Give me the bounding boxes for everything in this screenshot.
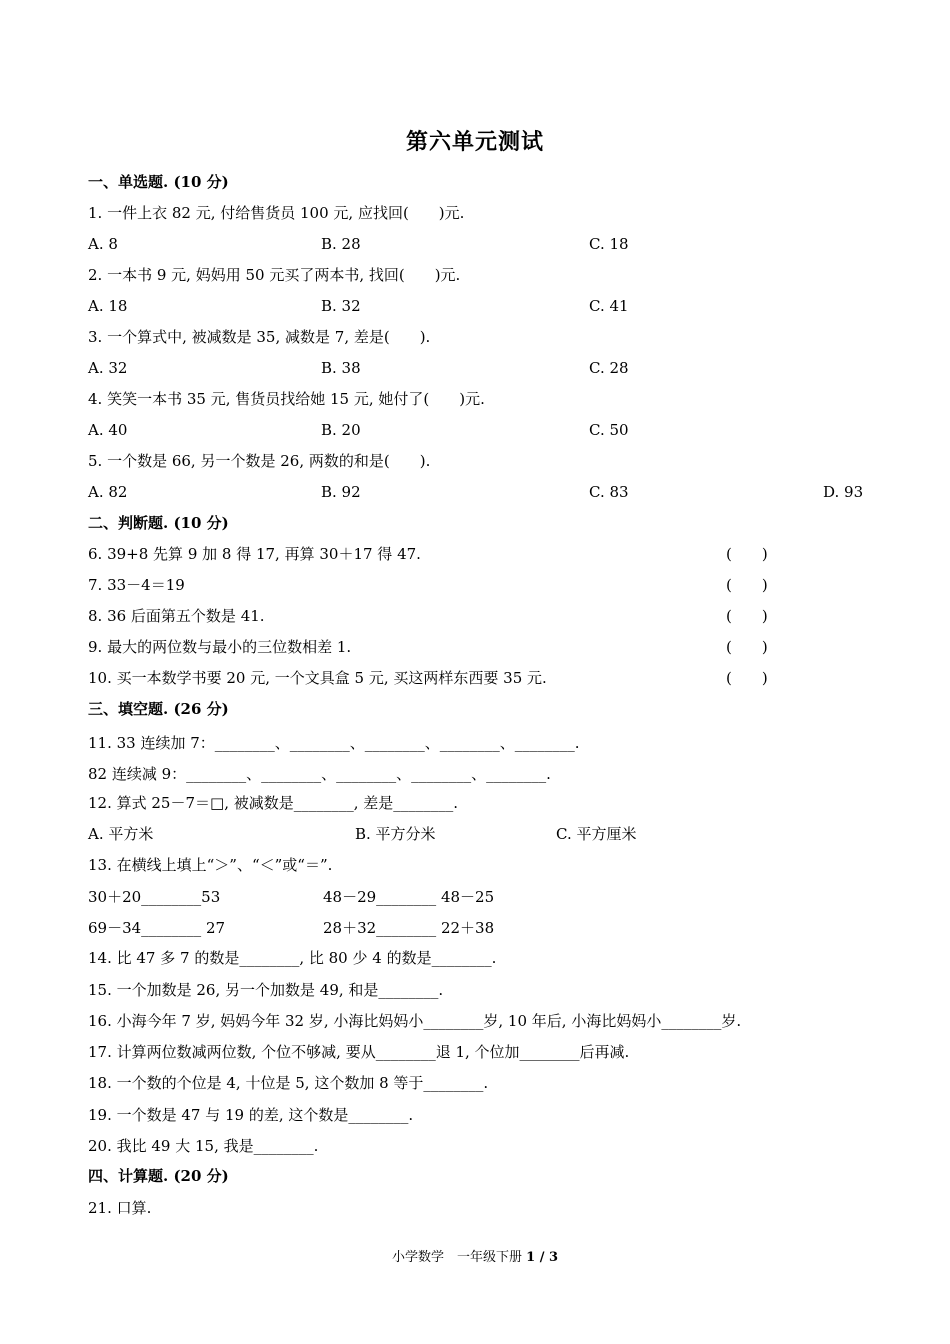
footer-subject: 小学数学 一年级下册 bbox=[391, 1250, 522, 1265]
q2-option-b: B. 32 bbox=[321, 297, 361, 315]
q13-compare-3: 69－34________ 27 bbox=[88, 919, 226, 937]
q13-compare-4: 28＋32________ 22＋38 bbox=[323, 919, 495, 937]
q3-option-c: C. 28 bbox=[589, 359, 629, 377]
section-heading-true-false: 二、判断题. (10 分) bbox=[88, 514, 229, 532]
q2-option-c: C. 41 bbox=[589, 297, 629, 315]
question-21: 21. 口算. bbox=[88, 1199, 152, 1217]
answer-parentheses: ( ) bbox=[726, 607, 768, 625]
page-title: 第六单元测试 bbox=[405, 129, 544, 155]
section-heading-fill-in: 三、填空题. (26 分) bbox=[88, 700, 229, 718]
question-13: 13. 在横线上填上“＞”、“＜”或“＝”. bbox=[88, 856, 333, 874]
q13-compare-2: 48－29________ 48－25 bbox=[323, 888, 495, 906]
page-footer bbox=[0, 1246, 950, 1265]
question-7: 7. 33－4＝19 bbox=[88, 576, 185, 594]
q2-option-a: A. 18 bbox=[88, 297, 128, 315]
q3-option-b: B. 38 bbox=[321, 359, 361, 377]
section-heading-single-choice: 一、单选题. (10 分) bbox=[88, 173, 229, 191]
question-4: 4. 笑笑一本书 35 元, 售货员找给她 15 元, 她付了( )元. bbox=[88, 390, 485, 408]
question-19: 19. 一个数是 47 与 19 的差, 这个数是________. bbox=[88, 1106, 414, 1124]
question-2: 2. 一本书 9 元, 妈妈用 50 元买了两本书, 找回( )元. bbox=[88, 266, 461, 284]
q5-option-d: D. 93 bbox=[823, 483, 864, 501]
q1-option-a: A. 8 bbox=[88, 235, 118, 253]
answer-parentheses: ( ) bbox=[726, 638, 768, 656]
question-9: 9. 最大的两位数与最小的三位数相差 1. bbox=[88, 638, 352, 656]
question-5: 5. 一个数是 66, 另一个数是 26, 两数的和是( ). bbox=[88, 452, 431, 470]
question-1: 1. 一件上衣 82 元, 付给售货员 100 元, 应找回( )元. bbox=[88, 204, 465, 222]
answer-parentheses: ( ) bbox=[726, 576, 768, 594]
question-14: 14. 比 47 多 7 的数是________, 比 80 少 4 的数是________. bbox=[88, 949, 497, 967]
answer-parentheses: ( ) bbox=[726, 669, 768, 687]
question-3: 3. 一个算式中, 被减数是 35, 减数是 7, 差是( ). bbox=[88, 328, 431, 346]
q5-option-c: C. 83 bbox=[589, 483, 629, 501]
question-15: 15. 一个加数是 26, 另一个加数是 49, 和是________. bbox=[88, 981, 444, 999]
q12-option-c: C. 平方厘米 bbox=[556, 825, 637, 843]
question-11-part-1: 11. 33 连续加 7：________、________、________、________、________. bbox=[88, 734, 580, 752]
question-6: 6. 39+8 先算 9 加 8 得 17, 再算 30＋17 得 47. bbox=[88, 545, 421, 563]
question-18: 18. 一个数的个位是 4, 十位是 5, 这个数加 8 等于________. bbox=[88, 1074, 489, 1092]
section-heading-calculation: 四、计算题. (20 分) bbox=[88, 1167, 229, 1185]
q5-option-b: B. 92 bbox=[321, 483, 361, 501]
question-12: 12. 算式 25－7＝□, 被减数是________, 差是________. bbox=[88, 794, 459, 812]
question-11-part-2: 82 连续减 9：________、________、________、________、________. bbox=[88, 765, 551, 783]
question-16: 16. 小海今年 7 岁, 妈妈今年 32 岁, 小海比妈妈小________岁, 10 年后, 小海比妈妈小________岁. bbox=[88, 1012, 742, 1030]
q4-option-b: B. 20 bbox=[321, 421, 361, 439]
q3-option-a: A. 32 bbox=[88, 359, 128, 377]
q5-option-a: A. 82 bbox=[88, 483, 128, 501]
q4-option-a: A. 40 bbox=[88, 421, 128, 439]
q12-option-b: B. 平方分米 bbox=[355, 825, 436, 843]
q1-option-b: B. 28 bbox=[321, 235, 361, 253]
q12-option-a: A. 平方米 bbox=[88, 825, 154, 843]
question-10: 10. 买一本数学书要 20 元, 一个文具盒 5 元, 买这两样东西要 35 元. bbox=[88, 669, 547, 687]
answer-parentheses: ( ) bbox=[726, 545, 768, 563]
question-20: 20. 我比 49 大 15, 我是________. bbox=[88, 1137, 319, 1155]
q1-option-c: C. 18 bbox=[589, 235, 629, 253]
question-17: 17. 计算两位数减两位数, 个位不够减, 要从________退 1, 个位加________后再减. bbox=[88, 1043, 630, 1061]
q13-compare-1: 30＋20________53 bbox=[88, 888, 221, 906]
q4-option-c: C. 50 bbox=[589, 421, 629, 439]
question-8: 8. 36 后面第五个数是 41. bbox=[88, 607, 265, 625]
page-number: 1 / 3 bbox=[526, 1250, 559, 1265]
